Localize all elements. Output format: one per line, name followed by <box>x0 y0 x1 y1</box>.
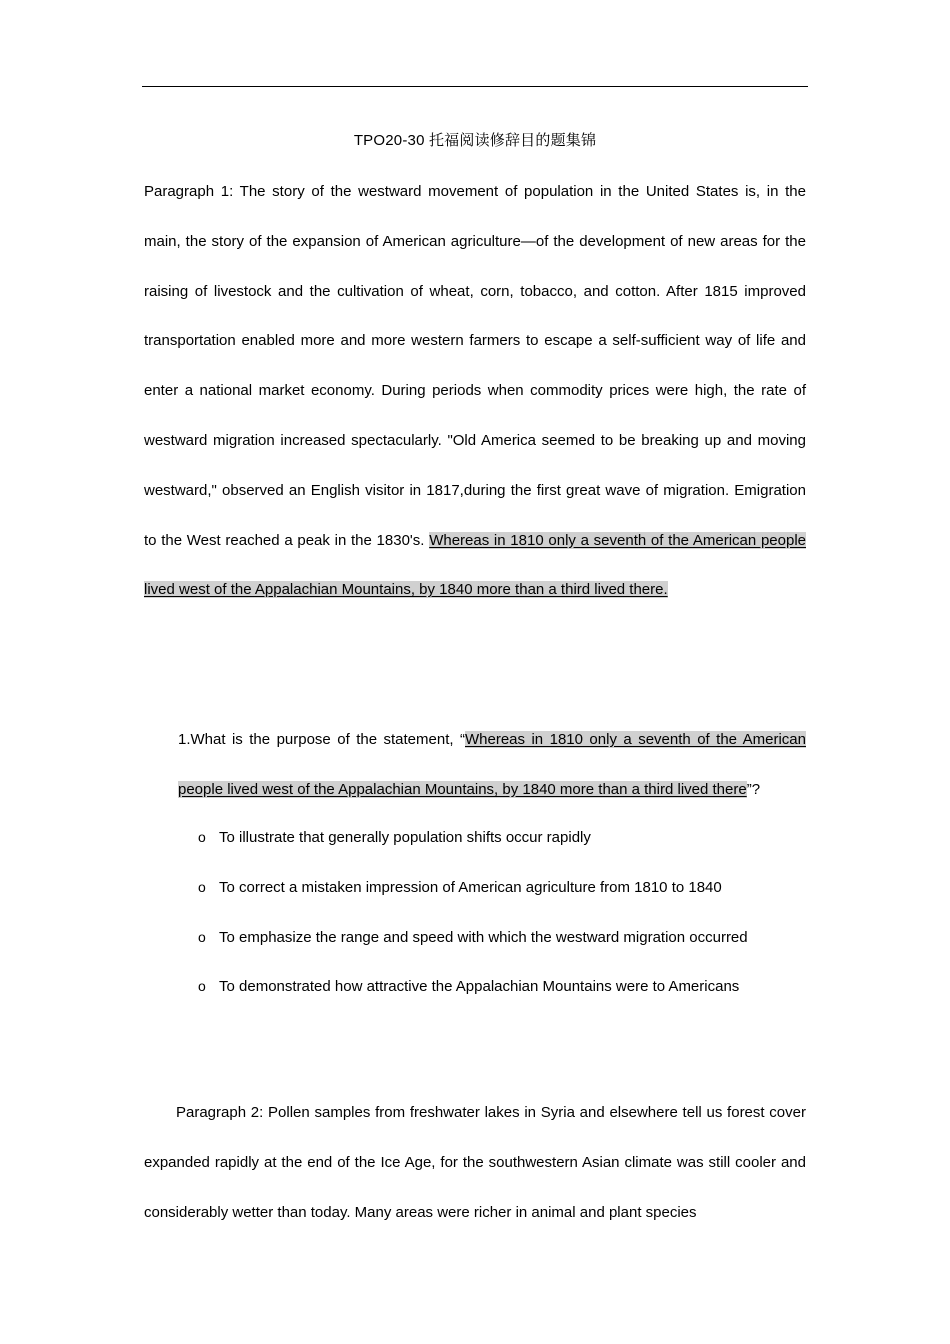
answer-option-text: To demonstrated how attractive the Appalachian Mountains were to Americans <box>219 978 740 996</box>
bullet-circle-icon: o <box>198 978 206 995</box>
answer-options <box>198 818 798 1017</box>
paragraph-2: Paragraph 2: Pollen samples from freshwater lakes in Syria and elsewhere tell us forest cover expanded rapidly at the end of the Ice Age, for the southwestern Asian climate was still cooler and considerably wetter than today. Many areas were richer in animal and plant species <box>144 1104 806 1221</box>
paragraph-1-text: Paragraph 1: The story of the westward movement of population in the United States is, in the main, the story of the expansion of American agriculture—of the development of new areas for the raising of livestock and the cultivation of wheat, corn, tobacco, and cotton. After 1815 improved transportation enabled more and more western farmers to escape a self-sufficient way of life and enter a national market economy. During periods when commodity prices were high, the rate of westward migration increased spectacularly. "Old America seemed to be breaking up and moving westward," observed an English visitor in 1817,during the first great wave of migration. Emigration to the West reached a peak in the 1830's. <box>144 183 806 549</box>
answer-option-text: To correct a mistaken impression of American agriculture from 1810 to 1840 <box>219 878 722 896</box>
page-title: TPO20-30 托福阅读修辞目的题集锦 <box>353 132 597 149</box>
question-1-highlight: Whereas in 1810 only a seventh of the American people lived west of the Appalachian Mountains, by 1840 more than a third lived there <box>178 731 806 798</box>
answer-option-text: To illustrate that generally population shifts occur rapidly <box>219 829 591 846</box>
answer-option-text: To emphasize the range and speed with which the westward migration occurred <box>219 928 748 946</box>
top-rule <box>142 86 808 87</box>
question-1 <box>178 715 806 815</box>
answer-option[interactable] <box>198 868 798 918</box>
answer-option[interactable] <box>198 918 798 968</box>
paragraph-1 <box>144 167 806 615</box>
bullet-circle-icon: o <box>198 829 206 845</box>
question-1-suffix: ”? <box>746 780 761 798</box>
answer-option[interactable] <box>198 967 798 1017</box>
bullet-circle-icon: o <box>198 878 206 895</box>
question-1-prefix: 1.What is the purpose of the statement, “ <box>178 731 465 748</box>
bullet-circle-icon: o <box>198 928 206 945</box>
answer-option[interactable] <box>198 818 798 868</box>
paragraph-1-highlight: Whereas in 1810 only a seventh of the American people lived west of the Appalachian Mountains, by 1840 more than a third lived there. <box>144 531 806 599</box>
